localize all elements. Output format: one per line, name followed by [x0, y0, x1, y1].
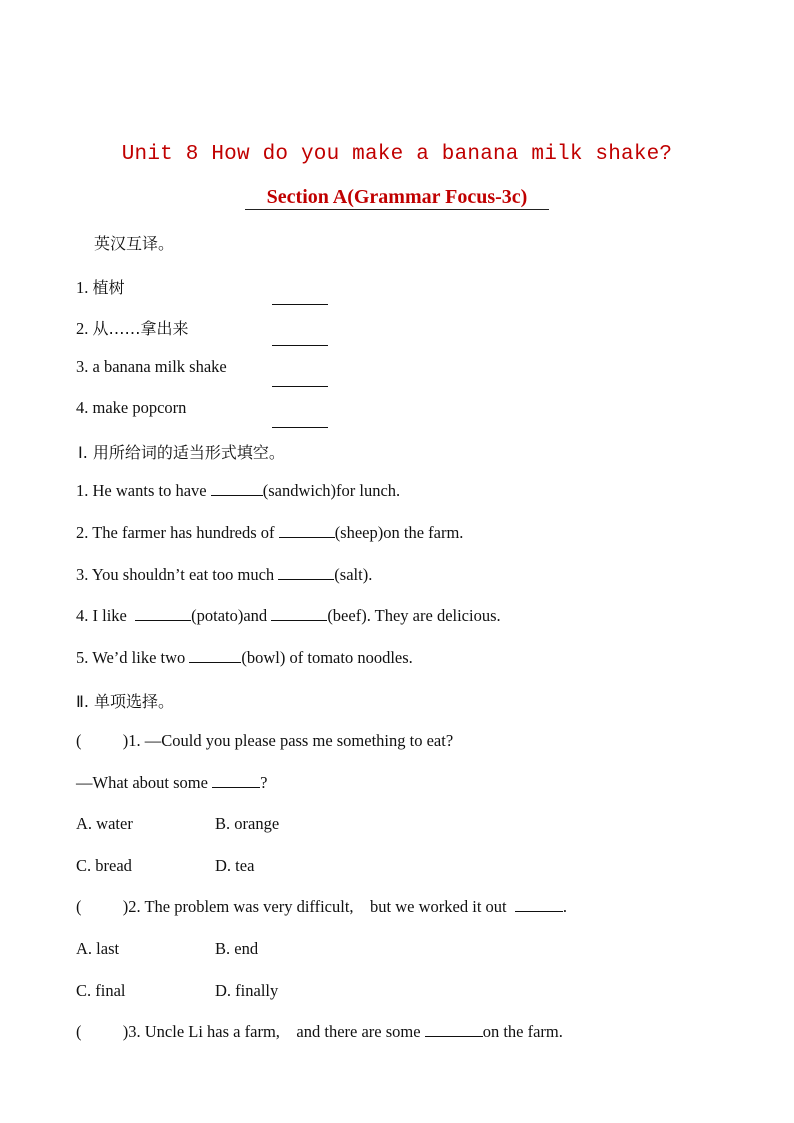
part2-heading: Ⅱ. 单项选择。 [76, 692, 175, 711]
answer-blank[interactable] [272, 415, 328, 433]
question-text: and there are some [296, 1022, 421, 1041]
translate-text: 植树 [92, 278, 125, 297]
question-text: on the farm. [482, 1022, 563, 1041]
answer-blank [212, 786, 260, 788]
question-text: (salt). [334, 565, 373, 584]
answer-blank[interactable] [189, 661, 241, 663]
answer-blank[interactable] [272, 292, 328, 310]
option-d[interactable]: D. tea [215, 856, 255, 875]
question-text: but we worked it out [370, 897, 507, 916]
question-text: 2. The farmer has hundreds of [76, 523, 275, 542]
option-b[interactable]: B. end [215, 939, 259, 958]
part1-question-5 [76, 648, 413, 668]
question-text: 3. Uncle Li has a farm, [128, 1022, 280, 1041]
answer-blank[interactable] [272, 374, 328, 392]
part1-question-2 [76, 523, 463, 543]
question-text: (beef). They are delicious. [327, 606, 501, 625]
option-a[interactable]: A. water [76, 814, 133, 833]
part1-question-1 [76, 481, 400, 501]
question-text: (sandwich)for lunch. [262, 481, 401, 500]
part2-question-3 [76, 1022, 563, 1042]
answer-blank[interactable] [271, 619, 327, 621]
question-text: —What about some [76, 773, 208, 792]
question-text: 1. He wants to have [76, 481, 207, 500]
answer-paren[interactable]: ( ) [76, 731, 129, 750]
answer-blank[interactable] [272, 333, 328, 351]
question-text: 2. The problem was very difficult, [128, 897, 354, 916]
question-text: (bowl) of tomato noodles. [241, 648, 413, 667]
answer-paren[interactable]: ( ) [76, 897, 129, 916]
translate-text: 从……拿出来 [92, 319, 189, 338]
question-text: 4. I like [76, 606, 127, 625]
question-text: ? [260, 773, 268, 792]
option-b[interactable]: B. orange [215, 814, 280, 833]
part2-question-1 [76, 731, 453, 751]
page-title: Unit 8 How do you make a banana milk shake? [121, 143, 673, 166]
answer-blank[interactable] [278, 578, 334, 580]
answer-blank[interactable] [135, 619, 191, 621]
translate-num: 3. [76, 357, 89, 376]
subtitle-text: Section A(Grammar Focus-3c) [245, 186, 550, 210]
question-text: 5. We’d like two [76, 648, 186, 667]
answer-paren[interactable]: ( ) [76, 1022, 129, 1041]
translate-text: make popcorn [92, 398, 187, 417]
translate-num: 4. [76, 398, 89, 417]
translate-num: 2. [76, 319, 89, 338]
question-text: 1. —Could you please pass me something to eat? [128, 731, 454, 750]
translate-heading: 英汉互译。 [94, 234, 175, 253]
part1-question-3 [76, 565, 372, 585]
option-c[interactable]: C. final [76, 981, 126, 1000]
answer-blank[interactable] [279, 536, 335, 538]
answer-blank[interactable] [211, 494, 263, 496]
option-a[interactable]: A. last [76, 939, 120, 958]
question-text: (sheep)on the farm. [334, 523, 464, 542]
part2-question-1-line2 [76, 773, 267, 793]
answer-blank [425, 1035, 483, 1037]
part1-heading: Ⅰ. 用所给词的适当形式填空。 [78, 443, 285, 462]
answer-blank [515, 910, 563, 912]
translate-item-4 [76, 398, 186, 418]
translate-text: a banana milk shake [92, 357, 227, 376]
part2-question-2 [76, 897, 567, 917]
option-d[interactable]: D. finally [215, 981, 279, 1000]
question-text: (potato)and [191, 606, 268, 625]
translate-num: 1. [76, 278, 89, 297]
question-text: . [562, 897, 567, 916]
translate-item-2 [76, 316, 189, 339]
section-subtitle [0, 186, 794, 209]
question-text: 3. You shouldn’t eat too much [76, 565, 275, 584]
translate-item-1 [76, 275, 125, 298]
translate-item-3 [76, 357, 227, 377]
option-c[interactable]: C. bread [76, 856, 132, 875]
part1-question-4 [76, 606, 501, 626]
